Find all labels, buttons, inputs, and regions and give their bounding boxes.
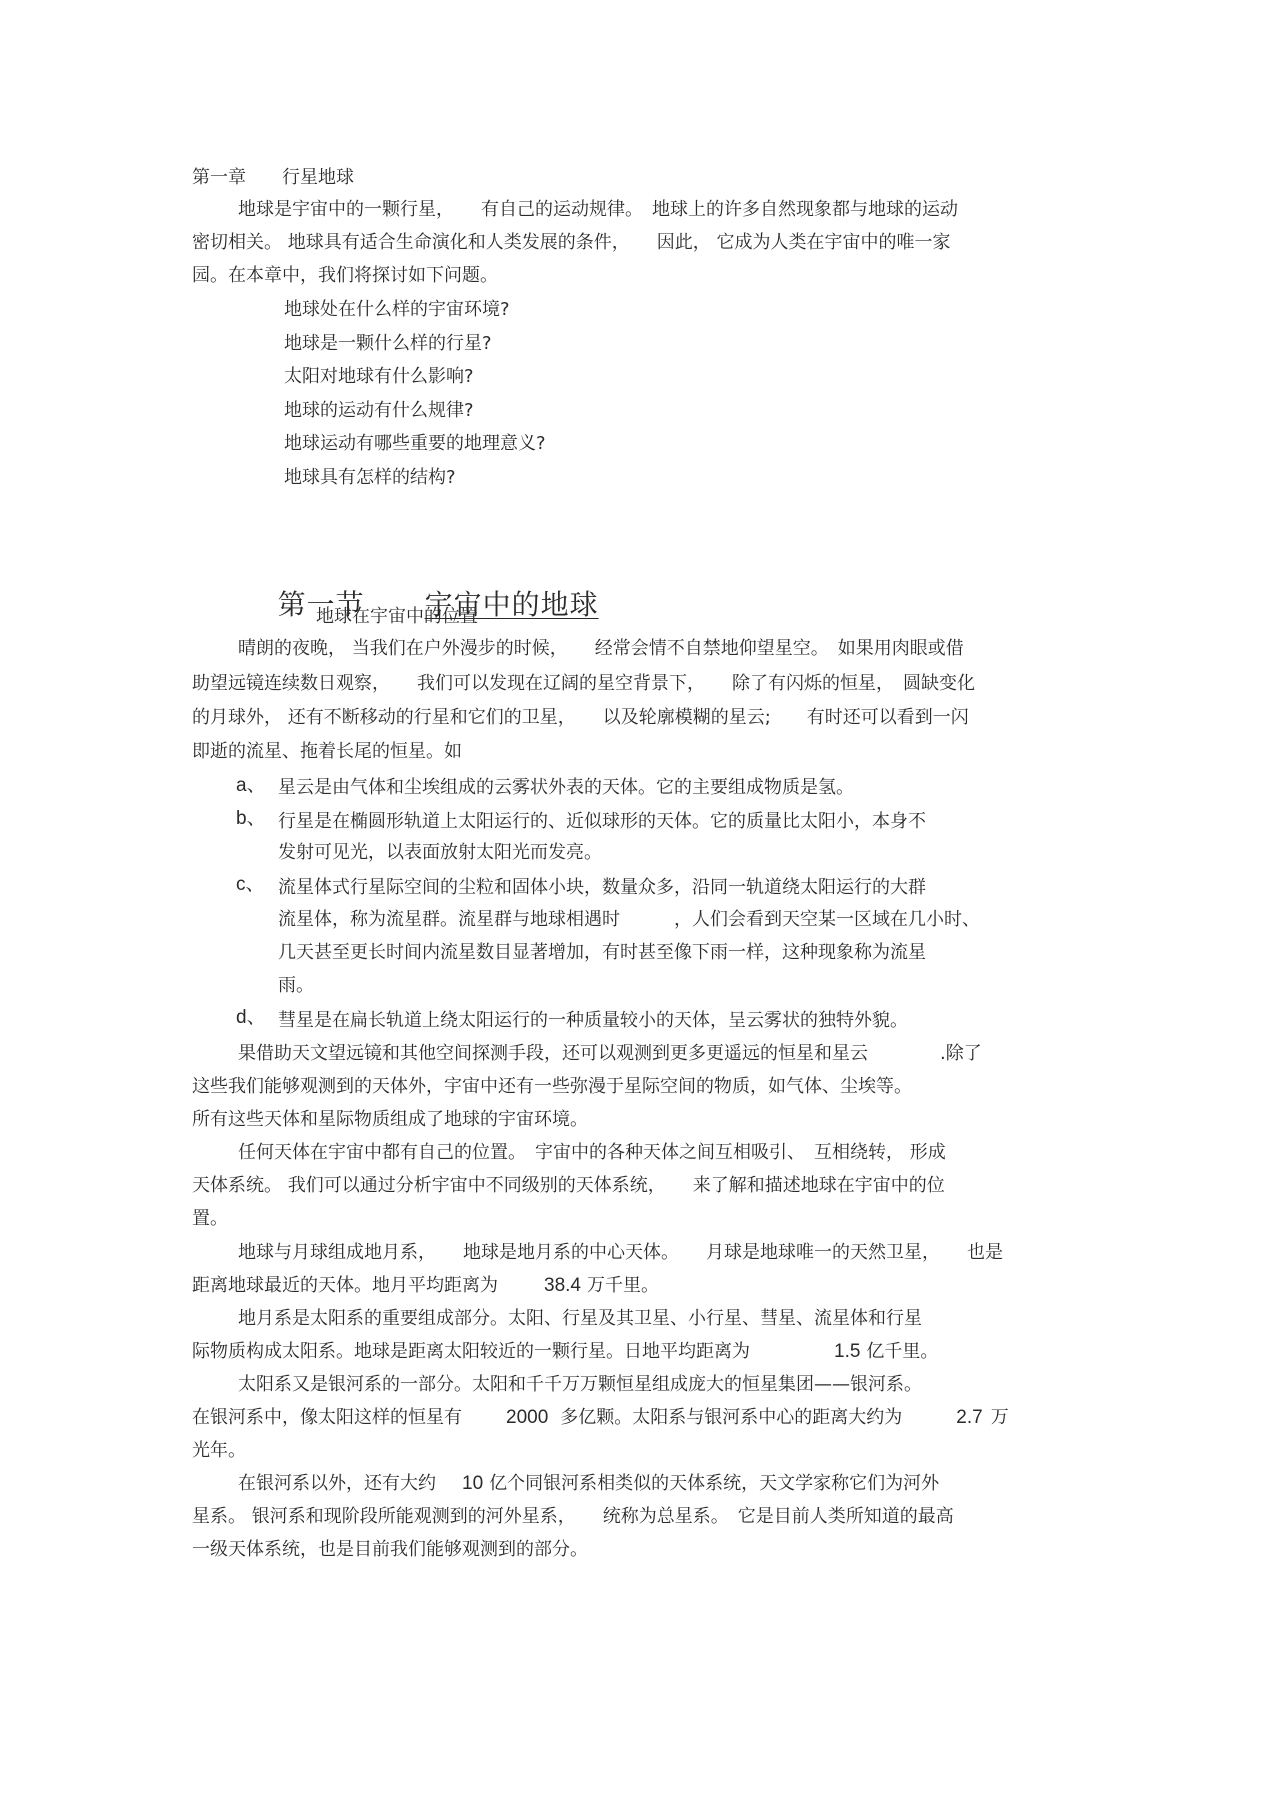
section-subheading: 地球在宇宙中的位置 [316,606,478,627]
intro-line: 园。在本章中，我们将探讨如下问题。 [192,265,498,286]
list-item-text: 流星体式行星际空间的尘粒和固体小块，数量众多，沿同一轨道绕太阳运行的大群 [278,877,926,898]
question-item: 太阳对地球有什么影响? [284,366,474,387]
count-value: 10 [462,1473,484,1494]
paragraph-line: 这些我们能够观测到的天体外，宇宙中还有一些弥漫于星际空间的物质，如气体、尘埃等。 [192,1076,912,1097]
question-item: 地球是一颗什么样的行星? [284,333,492,354]
paragraph-line: 晴朗的夜晚， 当我们在户外漫步的时候， 经常会情不自禁地仰望星空。 如果用肉眼或借 [238,638,964,659]
list-item-text: 彗星是在扁长轨道上绕太阳运行的一种质量较小的天体，呈云雾状的独特外貌。 [278,1010,908,1031]
distance-value: 1.5 [834,1341,861,1362]
question-item: 地球的运动有什么规律? [284,400,474,421]
paragraph-line: 在银河系以外，还有大约 10 亿个同银河系相类似的天体系统，天文学家称它们为河外 [238,1473,940,1494]
paragraph-line: 助望远镜连续数日观察， 我们可以发现在辽阔的星空背景下， 除了有闪烁的恒星， 圆缺变化 [192,673,975,694]
chapter-title: 第一章 行星地球 [192,167,354,188]
list-item-text: 星云是由气体和尘埃组成的云雾状外表的天体。它的主要组成物质是氢。 [278,777,854,798]
distance-value: 2.7 [956,1407,983,1428]
paragraph-line: 天体系统。 我们可以通过分析宇宙中不同级别的天体系统， 来了解和描述地球在宇宙中的位 [192,1175,945,1196]
list-item-text: 发射可见光，以表面放射太阳光而发亮。 [278,842,602,863]
paragraph-line: 际物质构成太阳系。地球是距离太阳较近的一颗行星。日地平均距离为 1.5 亿千里。 [192,1341,939,1362]
section-title-text: 宇宙中的地球 [424,588,599,621]
paragraph-line: 在银河系中，像太阳这样的恒星有 2000 多亿颗。太阳系与银河系中心的距离大约为 2.7 万 [192,1407,1009,1428]
paragraph-line: 所有这些天体和星际物质组成了地球的宇宙环境。 [192,1109,588,1130]
count-value: 2000 [506,1407,549,1428]
paragraph-line: 即逝的流星、拖着长尾的恒星。如 [192,741,462,762]
paragraph-line: 光年。 [192,1440,246,1461]
list-marker: c、 [236,874,265,895]
question-item: 地球运动有哪些重要的地理意义? [284,433,546,454]
intro-line: 密切相关。 地球具有适合生命演化和人类发展的条件， 因此， 它成为人类在宇宙中的唯一家 [192,232,951,253]
paragraph-line: 太阳系又是银河系的一部分。太阳和千千万万颗恒星组成庞大的恒星集团——银河系。 [238,1374,922,1395]
paragraph-line: 星系。 银河系和现阶段所能观测到的河外星系， 统称为总星系。 它是目前人类所知道的最高 [192,1506,954,1527]
list-item-text: 雨。 [278,975,314,996]
list-item-text: 几天甚至更长时间内流星数目显著增加，有时甚至像下雨一样，这种现象称为流星 [278,942,926,963]
paragraph-line: 一级天体系统，也是目前我们能够观测到的部分。 [192,1539,588,1560]
list-marker: b、 [236,808,266,829]
paragraph-line: 任何天体在宇宙中都有自己的位置。 宇宙中的各种天体之间互相吸引、 互相绕转， 形成 [238,1142,946,1163]
paragraph-line: 距离地球最近的天体。地月平均距离为 38.4 万千里。 [192,1275,659,1296]
list-item-text: 流星体，称为流星群。流星群与地球相遇时 ，人们会看到天空某一区域在几小时、 [278,909,980,930]
list-marker: d、 [236,1007,266,1028]
distance-value: 38.4 [544,1275,581,1296]
paragraph-line: 置。 [192,1208,228,1229]
intro-line: 地球是宇宙中的一颗行星， 有自己的运动规律。 地球上的许多自然现象都与地球的运动 [238,199,958,220]
list-marker: a、 [236,775,266,796]
paragraph-line: 地球与月球组成地月系， 地球是地月系的中心天体。 月球是地球唯一的天然卫星， 也是 [238,1242,1003,1263]
question-item: 地球处在什么样的宇宙环境? [284,299,510,320]
paragraph-line: 果借助天文望远镜和其他空间探测手段，还可以观测到更多更遥远的恒星和星云 .除了 [238,1043,982,1064]
paragraph-line: 的月球外， 还有不断移动的行星和它们的卫星， 以及轮廓模糊的星云; 有时还可以看到一闪 [192,707,969,728]
section-label: 第一节 [277,588,365,621]
paragraph-line: 地月系是太阳系的重要组成部分。太阳、行星及其卫星、小行星、彗星、流星体和行星 [238,1308,922,1329]
question-item: 地球具有怎样的结构? [284,467,456,488]
list-item-text: 行星是在椭圆形轨道上太阳运行的、近似球形的天体。它的质量比太阳小，本身不 [278,811,926,832]
